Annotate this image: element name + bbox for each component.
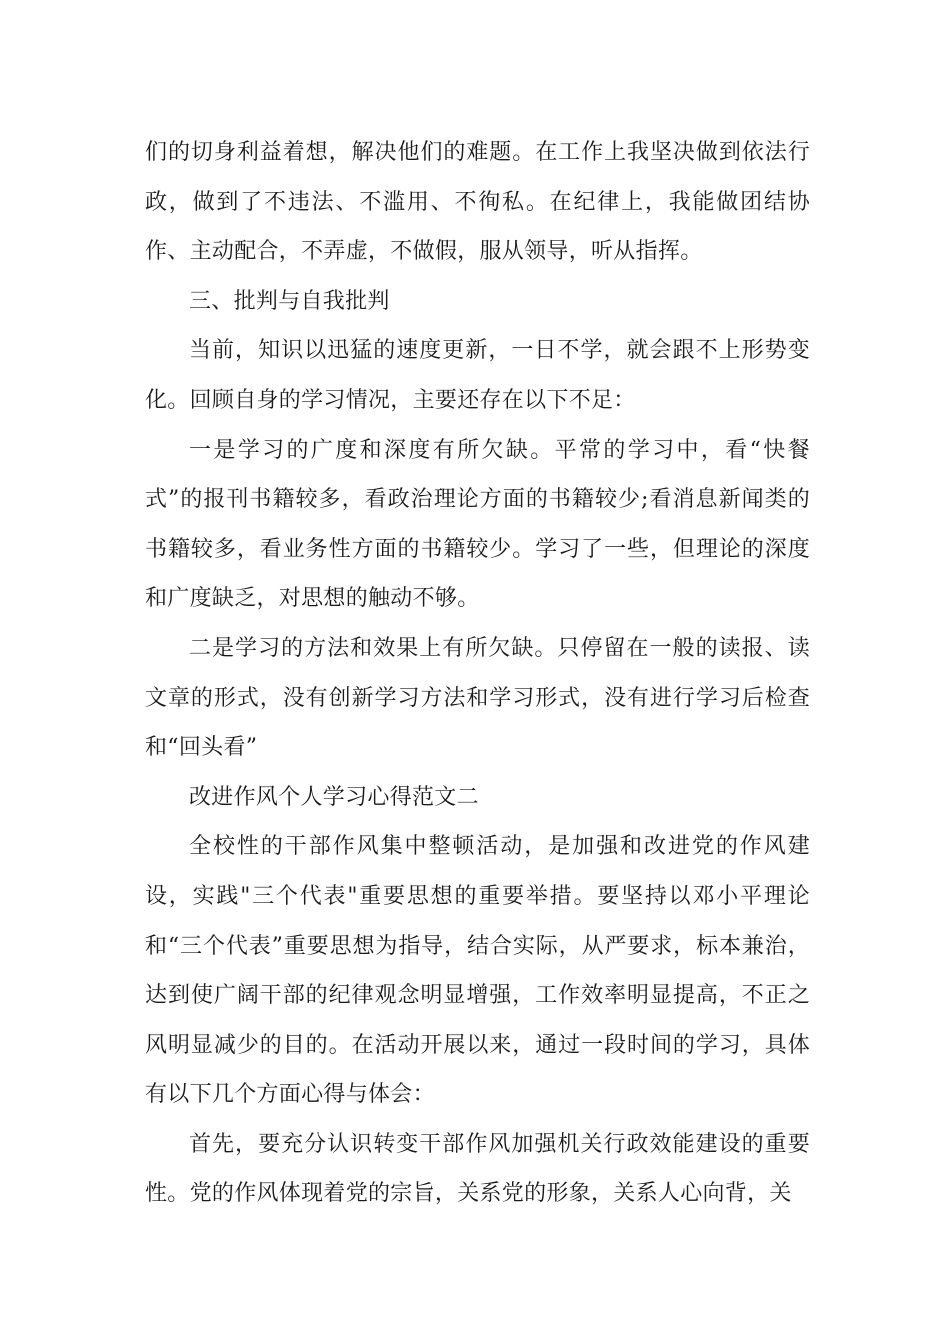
paragraph-continuation: 们的切身利益着想，解决他们的难题。在工作上我坚决做到依法行政，做到了不违法、不滥用、不徇私。在纪律上，我能做团结协作、主动配合，不弄虚，不做假，服从领导，听从指挥。 bbox=[145, 140, 810, 265]
paragraph-shortcoming-two: 二是学习的方法和效果上有所欠缺。只停留在一般的读报、读文章的形式，没有创新学习方法和学习形式，没有进行学习后检查和“回头看” bbox=[145, 635, 810, 761]
paragraph-current-situation: 当前，知识以迅猛的速度更新，一日不学，就会跟不上形势变化。回顾自身的学习情况，主要还存在以下不足： bbox=[145, 338, 810, 413]
document-body bbox=[145, 128, 810, 1219]
section-heading-criticism: 三、批判与自我批判 bbox=[189, 288, 390, 314]
paragraph-campaign-intro: 全校性的干部作风集中整顿活动，是加强和改进党的作风建设，实践"三个代表"重要思想的重要举措。要坚持以邓小平理论和“三个代表”重要思想为指导，结合实际，从严要求，标本兼治，达到使广阔干部的纪律观念明显增强，工作效率明显提高，不正之风明显减少的目的。在活动开展以来，通过一段时间的学习，具体有以下几个方面心得与体会： bbox=[145, 834, 810, 1108]
paragraph-first-point: 首先，要充分认识转变干部作风加强机关行政效能建设的重要性。党的作风体现着党的宗旨，关系党的形象，关系人心向背，关 bbox=[145, 1131, 810, 1207]
section-heading-sample-two: 改进作风个人学习心得范文二 bbox=[189, 784, 479, 810]
paragraph-shortcoming-one: 一是学习的广度和深度有所欠缺。平常的学习中，看“快餐式”的报刊书籍较多，看政治理论方面的书籍较少;看消息新闻类的书籍较多，看业务性方面的书籍较少。学习了一些，但理论的深度和广度缺乏，对思想的触动不够。 bbox=[145, 437, 810, 612]
